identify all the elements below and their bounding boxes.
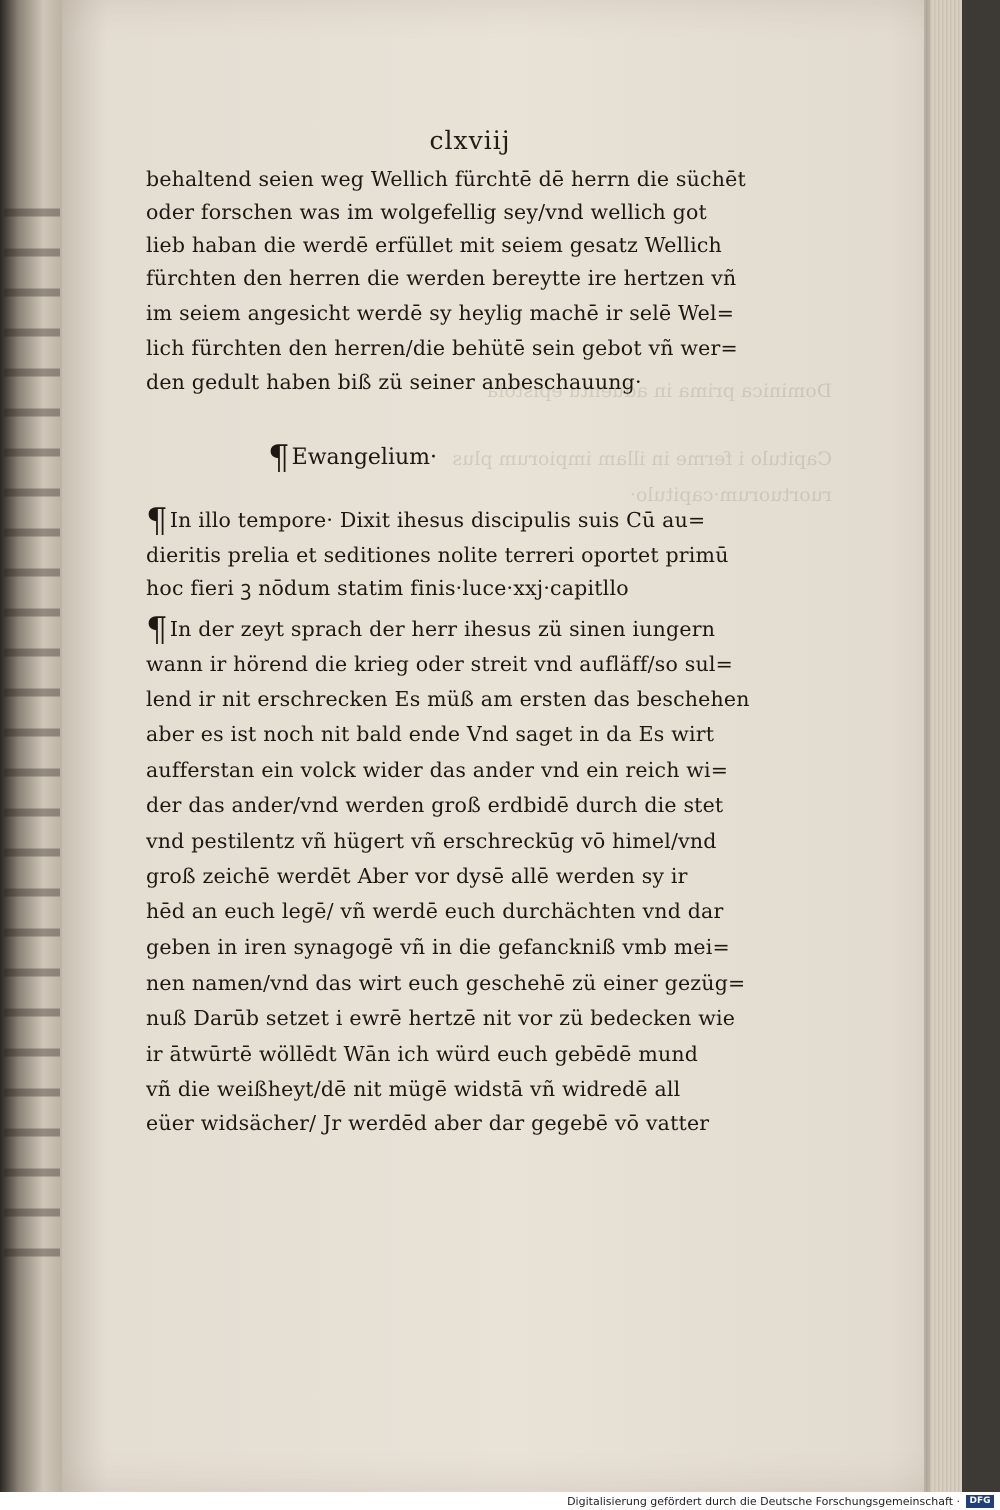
text-line: lich fürchten den herren/die behütē sein gebot vñ wer= (146, 336, 738, 360)
latin-line: ¶In illo tempore· Dixit ihesus discipulis suis Cū au= (146, 505, 786, 536)
german-line: groß zeichē werdēt Aber vor dysē allē werden sy ir (146, 864, 688, 888)
text-line: oder forschen was im wolgefellig sey/vnd wellich got (146, 200, 707, 224)
german-line: der das ander/vnd werden groß erdbidē durch die stet (146, 793, 724, 817)
german-line: ir ātwūrtē wöllēdt Wān ich würd euch gebēdē mund (146, 1042, 699, 1066)
paragraph-mark-icon: ¶ (146, 614, 168, 645)
german-line: lend ir nit erschrecken Es müß am ersten das beschehen (146, 687, 750, 711)
german-line: wann ir hörend die krieg oder streit vnd aufläff/so sul= (146, 652, 734, 676)
section-heading: ¶Ewangelium· (268, 438, 438, 478)
german-line: eüer widsächer/ Jr werdēd aber dar gegebē vō vatter (146, 1111, 710, 1135)
text-line: lieb haban die werdē erfüllet mit seiem gesatz Wellich (146, 233, 722, 257)
text-line: den gedult haben biß zü seiner anbeschauung· (146, 370, 642, 394)
german-line: aber es ist noch nit bald ende Vnd saget in da Es wirt (146, 722, 715, 746)
latin-line: dieritis prelia et seditiones nolite terreri oportet primū (146, 543, 729, 567)
left-page-bleed-text (4, 180, 60, 1280)
paragraph-mark-icon: ¶ (268, 438, 290, 478)
german-line: aufferstan ein volck wider das ander vnd ein reich wi= (146, 758, 729, 782)
german-line: vñ die weißheyt/dē nit mügē widstā vñ widredē all (146, 1077, 681, 1101)
german-line: ¶In der zeyt sprach der herr ihesus zü sinen iungern (146, 614, 786, 645)
text-line: fürchten den herren die werden bereytte ire hertzen vñ (146, 266, 737, 290)
page-stack-edge (924, 0, 962, 1492)
dfg-logo: DFG (966, 1495, 994, 1508)
german-line: geben in iren synagogē vñ in die gefanckniß vmb mei= (146, 935, 730, 959)
text-line: behaltend seien weg Wellich fürchtē dē herrn die süchēt (146, 167, 746, 191)
paragraph-mark-icon: ¶ (146, 505, 168, 536)
latin-line: hoc fieri ꝫ nōdum statim finis·luce·xxj·capitllo (146, 576, 629, 600)
digitization-credit: Digitalisierung gefördert durch die Deutsche Forschungsgemeinschaft · (567, 1495, 960, 1508)
german-line: vnd pestilentz vñ hügert vñ erschreckūg vō himel/vnd (146, 829, 717, 853)
german-line: hēd an euch legē/ vñ werdē euch durchächten vnd dar (146, 899, 724, 923)
folio-number: clxviij (429, 126, 511, 155)
show-through-line: ruortuorum·capitulo· (629, 484, 832, 506)
left-page-edge (0, 0, 62, 1510)
footer-bar (0, 1492, 1000, 1510)
german-line: nuß Darūb setzet i ewrē hertzē nit vor zü bedecken wie (146, 1006, 736, 1030)
text-line: im seiem angesicht werdē sy heylig machē ir selē Wel= (146, 301, 735, 325)
show-through-line: Capitulo i ferme in illam impiorum plus (452, 448, 832, 470)
book-page (62, 0, 962, 1492)
german-line: nen namen/vnd das wirt euch geschehē zü einer gezüg= (146, 971, 746, 995)
show-through-line: Dominica prima in aduentu epistola (487, 380, 832, 402)
